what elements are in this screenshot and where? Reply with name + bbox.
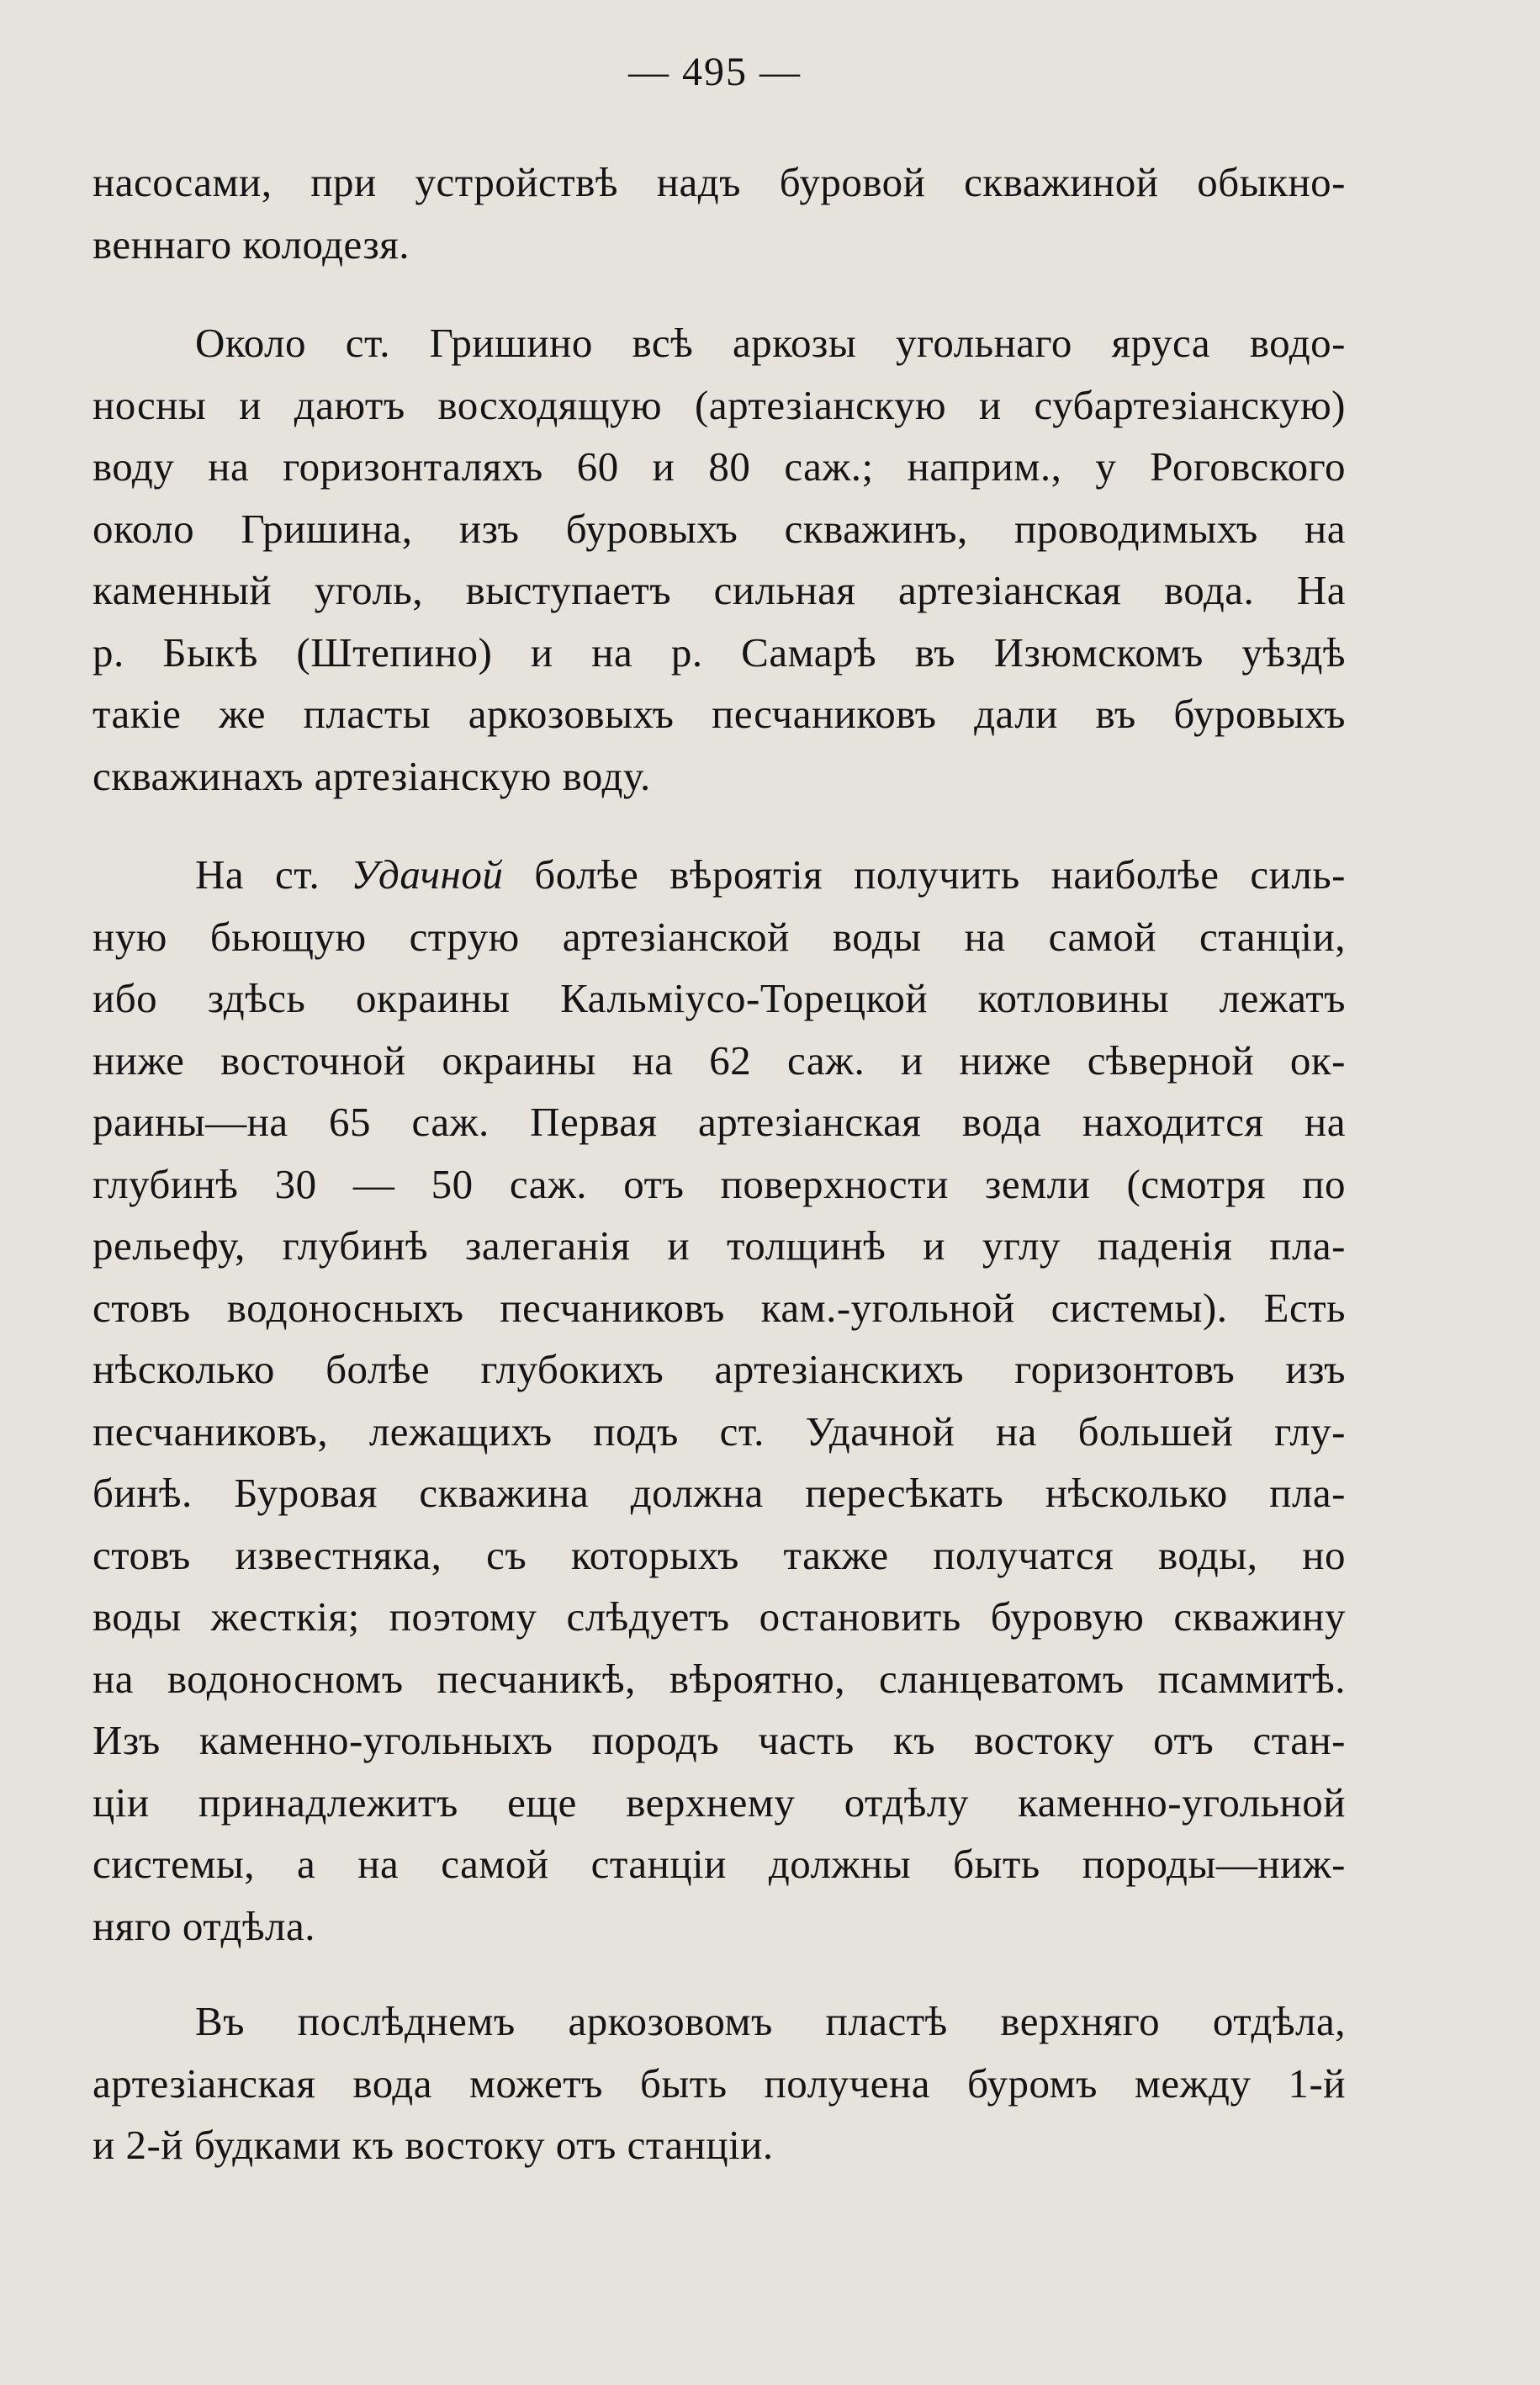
paragraph-2 [93, 312, 1346, 807]
text-line: Изъ каменно-угольныхъ породъ часть къ востоку отъ стан- [93, 1717, 1346, 1763]
text-line: носны и даютъ восходящую (артезіанскую и субартезіанскую) [93, 381, 1346, 428]
text-line: ціи принадлежитъ еще верхнему отдѣлу каменно-угольной [93, 1778, 1346, 1826]
text-line: стовъ водоносныхъ песчаниковъ кам.-угольной системы). Есть [93, 1284, 1346, 1331]
text-line: нѣсколько болѣе глубокихъ артезіанскихъ горизонтовъ изъ [93, 1346, 1346, 1392]
text-line: веннаго колодезя. [93, 220, 410, 268]
text-line: раины—на 65 саж. Первая артезіанская вода находится на [93, 1099, 1346, 1145]
text-line: Около ст. Гришино всѣ аркозы угольнаго яруса водо- [195, 320, 1346, 366]
text-line: ниже восточной окраины на 62 саж. и ниже сѣверной ок- [93, 1036, 1346, 1084]
text-line: около Гришина, изъ буровыхъ скважинъ, проводимыхъ на [93, 505, 1346, 552]
text-line: скважинахъ артезіанскую воду. [93, 752, 651, 799]
text-line: на водоносномъ песчаникѣ, вѣроятно, сланцеватомъ псаммитѣ. [93, 1655, 1346, 1702]
text-line: ибо здѣсь окраины Кальміусо-Торецкой котловины лежатъ [93, 975, 1346, 1021]
text-run: На ст. [195, 851, 352, 898]
text-line: воды жесткія; поэтому слѣдуетъ остановить буровую скважину [93, 1593, 1346, 1640]
page-number: — 495 — [628, 50, 802, 94]
text-line: и 2-й будками къ востоку отъ станціи. [93, 2122, 774, 2168]
text-line: насосами, при устройствѣ надъ буровой скважиной обыкно- [93, 159, 1346, 205]
text-line: воду на горизонталяхъ 60 и 80 саж.; наприм., у Роговского [93, 443, 1346, 490]
text-line: Въ послѣднемъ аркозовомъ пластѣ верхняго отдѣла, [195, 1998, 1346, 2044]
station-name-italic: Удачной [351, 851, 504, 898]
text-line: стовъ известняка, съ которыхъ также получатся воды, но [93, 1531, 1346, 1578]
text-column [93, 151, 1346, 2176]
paragraph-1 [93, 151, 1346, 275]
text-line: рельефу, глубинѣ залеганія и толщинѣ и углу паденія пла- [93, 1222, 1346, 1269]
text-line: такіе же пласты аркозовыхъ песчаниковъ дали въ буровыхъ [93, 691, 1346, 737]
text-line: р. Быкѣ (Штепино) и на р. Самарѣ въ Изюмскомъ уѣздѣ [93, 628, 1346, 676]
text-line: няго отдѣла. [93, 1902, 315, 1949]
text-line: глубинѣ 30 — 50 саж. отъ поверхности земли (смотря по [93, 1160, 1346, 1207]
paragraph-4 [93, 1990, 1346, 2176]
text-line: ную бьющую струю артезіанской воды на самой станціи, [93, 913, 1346, 960]
paragraph-3 [93, 844, 1346, 1957]
text-line: каменный уголь, выступаетъ сильная артезіанская вода. На [93, 567, 1346, 613]
text-line: артезіанская вода можетъ быть получена буромъ между 1-й [93, 2059, 1346, 2107]
text-line: системы, а на самой станціи должны быть породы—ниж- [93, 1841, 1346, 1887]
text-run: болѣе вѣроятія получить наиболѣе силь- [503, 851, 1346, 898]
text-line: песчаниковъ, лежащихъ подъ ст. Удачной на большей глу- [93, 1407, 1346, 1455]
text-line: бинѣ. Буровая скважина должна пересѣкать нѣсколько пла- [93, 1470, 1346, 1516]
text-line [93, 844, 1346, 906]
